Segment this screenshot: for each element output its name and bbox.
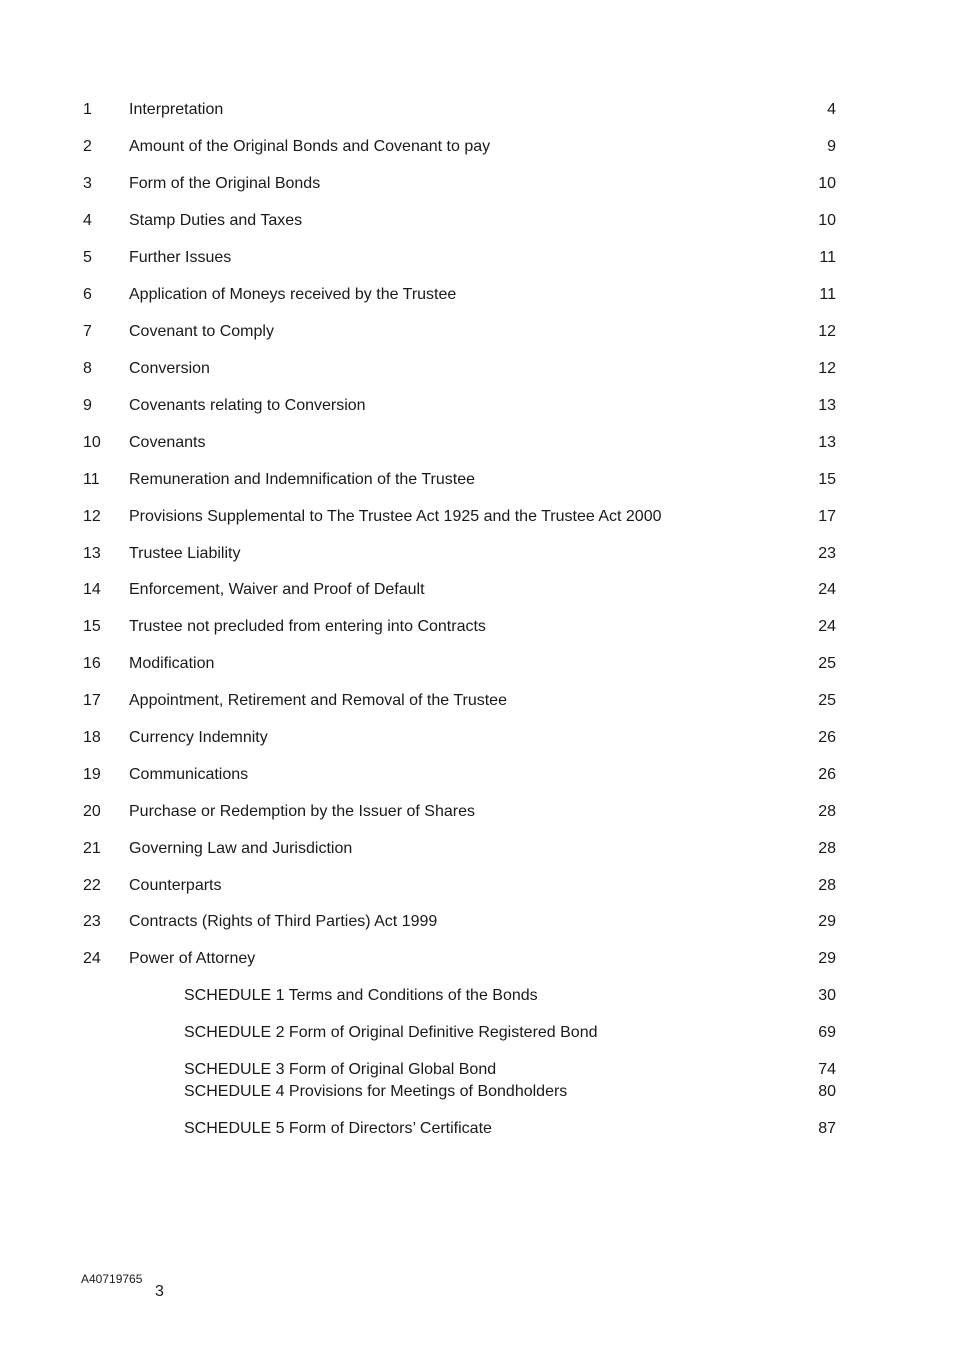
toc-entry [0,173,966,195]
toc-entry [0,764,966,786]
schedule-page-number: 30 [818,987,836,1004]
schedule-page-number: 87 [818,1120,836,1137]
toc-page-number: 11 [819,286,836,303]
page-number: 3 [155,1283,164,1300]
toc-title: Trustee Liability [129,545,241,562]
toc-title: Modification [129,655,215,672]
toc-page-number: 29 [818,950,836,967]
toc-page-number: 9 [827,138,836,155]
toc-entry [0,579,966,601]
schedule-page-number: 80 [818,1083,836,1100]
toc-entry [0,616,966,638]
toc-number: 15 [83,618,101,635]
toc-entry [0,690,966,712]
toc-title: Covenants [129,434,206,451]
toc-entry [0,358,966,380]
toc-entry [0,247,966,269]
toc-entry [0,948,966,970]
toc-number: 12 [83,508,101,525]
toc-page-number: 25 [818,655,836,672]
schedule-page-number: 74 [818,1061,836,1078]
toc-page-number: 26 [818,729,836,746]
schedule-page-number: 69 [818,1024,836,1041]
schedule-entry [0,985,966,1007]
toc-number: 7 [83,323,92,340]
toc-title: Appointment, Retirement and Removal of the Trustee [129,692,507,709]
toc-page-number: 28 [818,877,836,894]
toc-number: 20 [83,803,101,820]
toc-entry [0,653,966,675]
toc-number: 17 [83,692,101,709]
toc-page-number: 12 [818,323,836,340]
toc-page-number: 15 [818,471,836,488]
toc-title: Application of Moneys received by the Trustee [129,286,457,303]
toc-entry [0,432,966,454]
toc-title: Amount of the Original Bonds and Covenant to pay [129,138,491,155]
toc-number: 10 [83,434,101,451]
document-reference: A40719765 [81,1272,143,1286]
toc-entry [0,395,966,417]
toc-page-number: 29 [818,913,836,930]
toc-entry [0,727,966,749]
toc-entry [0,321,966,343]
toc-page-number: 26 [818,766,836,783]
toc-title: Communications [129,766,249,783]
toc-entry [0,801,966,823]
schedule-title: SCHEDULE 3 Form of Original Global Bond [184,1061,497,1078]
toc-entry [0,136,966,158]
toc-page-number: 23 [818,545,836,562]
schedule-entry [0,1059,966,1081]
toc-title: Counterparts [129,877,222,894]
toc-number: 21 [83,840,101,857]
toc-page-number: 4 [827,101,836,118]
toc-number: 13 [83,545,101,562]
toc-number: 11 [83,471,100,488]
toc-page-number: 10 [818,212,836,229]
toc-title: Governing Law and Jurisdiction [129,840,353,857]
toc-entry [0,543,966,565]
toc-number: 16 [83,655,101,672]
toc-title: Remuneration and Indemnification of the Trustee [129,471,475,488]
toc-page-number: 17 [818,508,836,525]
toc-title: Interpretation [129,101,224,118]
toc-page-number: 28 [818,803,836,820]
toc-page-number: 24 [818,581,836,598]
toc-page-number: 13 [818,397,836,414]
toc-entry [0,210,966,232]
toc-page-number: 10 [818,175,836,192]
toc-number: 1 [83,101,92,118]
toc-page-number: 28 [818,840,836,857]
toc-title: Power of Attorney [129,950,256,967]
toc-number: 5 [83,249,92,266]
toc-number: 24 [83,950,101,967]
toc-entry [0,875,966,897]
toc-number: 19 [83,766,101,783]
toc-entry [0,838,966,860]
toc-title: Trustee not precluded from entering into Contracts [129,618,486,635]
toc-number: 18 [83,729,101,746]
schedule-title: SCHEDULE 2 Form of Original Definitive Registered Bond [184,1024,598,1041]
toc-title: Conversion [129,360,210,377]
toc-entry [0,99,966,121]
toc-page-number: 12 [818,360,836,377]
schedule-entry [0,1022,966,1044]
toc-title: Further Issues [129,249,232,266]
toc-entry [0,284,966,306]
toc-title: Covenants relating to Conversion [129,397,366,414]
toc-title: Purchase or Redemption by the Issuer of Shares [129,803,475,820]
toc-number: 4 [83,212,92,229]
toc-title: Stamp Duties and Taxes [129,212,303,229]
schedule-entry [0,1081,966,1103]
toc-title: Form of the Original Bonds [129,175,321,192]
toc-page-number: 11 [819,249,836,266]
toc-title: Enforcement, Waiver and Proof of Default [129,581,425,598]
toc-entry [0,911,966,933]
toc-page-number: 25 [818,692,836,709]
schedule-entry [0,1118,966,1140]
toc-entry [0,506,966,528]
toc-number: 2 [83,138,92,155]
schedule-title: SCHEDULE 1 Terms and Conditions of the Bonds [184,987,538,1004]
toc-entry [0,469,966,491]
toc-title: Contracts (Rights of Third Parties) Act 1999 [129,913,438,930]
toc-number: 6 [83,286,92,303]
toc-number: 23 [83,913,101,930]
toc-number: 3 [83,175,92,192]
toc-number: 8 [83,360,92,377]
toc-number: 9 [83,397,92,414]
toc-number: 14 [83,581,101,598]
toc-title: Currency Indemnity [129,729,268,746]
schedule-title: SCHEDULE 5 Form of Directors’ Certificate [184,1120,492,1137]
schedule-title: SCHEDULE 4 Provisions for Meetings of Bondholders [184,1083,568,1100]
toc-title: Covenant to Comply [129,323,274,340]
toc-page-number: 24 [818,618,836,635]
toc-number: 22 [83,877,101,894]
toc-title: Provisions Supplemental to The Trustee Act 1925 and the Trustee Act 2000 [129,508,662,525]
toc-page-number: 13 [818,434,836,451]
